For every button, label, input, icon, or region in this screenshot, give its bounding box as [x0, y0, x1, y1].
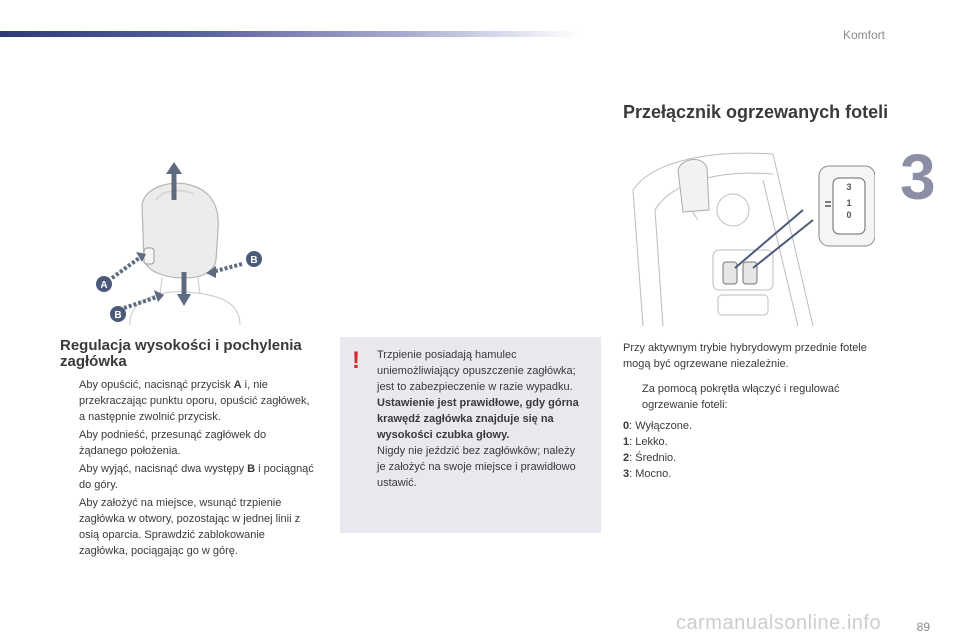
list-item: Za pomocą pokrętła włączyć i regulować ogrzewanie foteli: [642, 383, 840, 411]
label-b-right: B [250, 255, 258, 266]
label-a: A [100, 280, 108, 291]
dial-label-1: 1 [846, 198, 852, 208]
label-b-left: B [114, 310, 122, 321]
list-item: Aby założyć na miejsce, wsunąć trzpienie zagłówka w otwory, pozostając w jednej linii z osią oparcia. Sprawdzić zablokowanie zagłówka, pociągając go w górę. [79, 497, 301, 557]
list-item: 2: Średnio. [623, 452, 677, 464]
header-gradient-bar [0, 31, 580, 37]
list-item: 1: Lekko. [623, 436, 668, 448]
heat-levels [623, 418, 873, 482]
headrest-instructions [60, 377, 316, 561]
warning-text: Trzpienie posiadają hamulec uniemożliwiający opuszczenie zagłówka; jest to zabezpieczenie w razie wypadku. Ustawienie jest prawidłowe, gdy górna krawędź zagłówka znajduje się na wysokości czubka głowy. Nigdy nie jeździć bez zagłówków; należy je założyć na swoje miejsce i prawidłowo ustawić. [377, 349, 579, 489]
list-item: 3: Mocno. [623, 468, 672, 480]
exclamation-icon: ! [352, 347, 360, 374]
list-item: Aby podnieść, przesunąć zagłówek do żądanego położenia. [79, 429, 267, 457]
heated-seat-switch-illustration [623, 150, 875, 326]
dial-label-3: 3 [846, 182, 852, 192]
page-number: 89 [916, 620, 930, 634]
list-item: 0: Wyłączone. [623, 420, 692, 432]
list-item: Aby opuścić, nacisnąć przycisk A i, nie przekraczając punktu oporu, opuścić zagłówek, a następnie zwolnić przycisk. [79, 379, 310, 423]
heated-seats-heading: Przełącznik ogrzewanych foteli [623, 102, 889, 122]
dial-label-0: 0 [846, 210, 852, 220]
chapter-number: 3 [900, 141, 936, 213]
section-title: Komfort [842, 28, 885, 42]
headrest-heading: Regulacja wysokości i pochylenia zagłówka [60, 337, 302, 370]
heated-seats-instructions [623, 381, 873, 415]
warning-box [340, 337, 601, 533]
watermark: carmanualsonline.info [676, 612, 882, 634]
headrest-illustration [90, 160, 270, 325]
heated-seats-intro: Przy aktywnym trybie hybrydowym przednie fotele mogą być ogrzewane niezależnie. [623, 342, 867, 370]
list-item: Aby wyjąć, nacisnąć dwa występy B i pociągnąć do góry. [79, 463, 314, 491]
